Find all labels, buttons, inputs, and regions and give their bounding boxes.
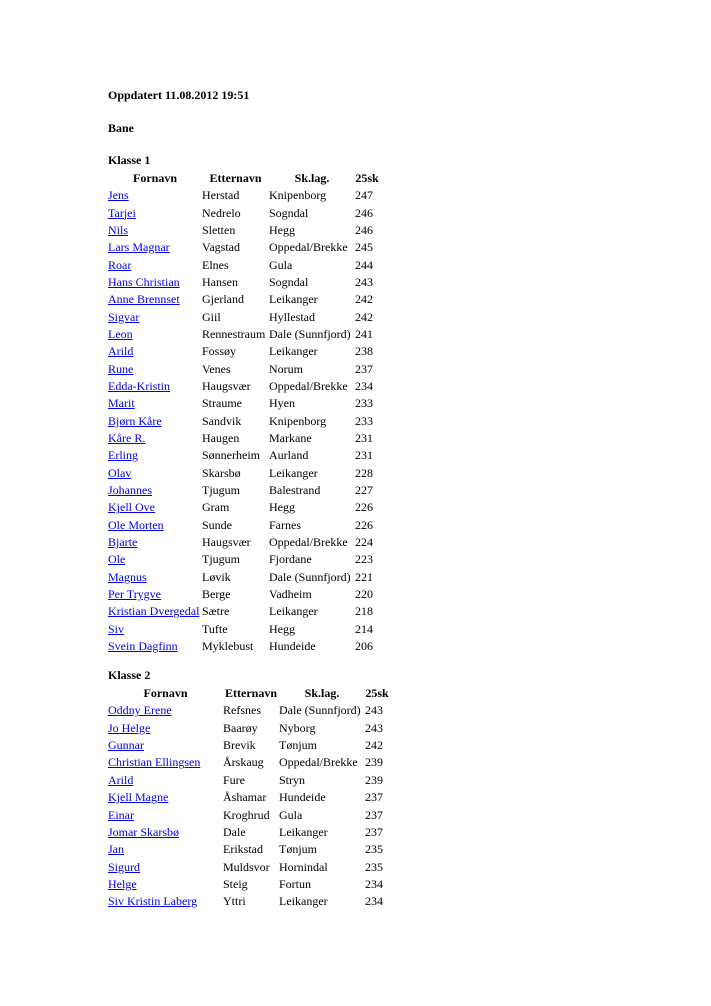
etternavn-cell: Gjerland (202, 292, 244, 307)
sklag-cell: Hegg (269, 222, 295, 237)
athlete-name-link[interactable]: Jens (108, 188, 129, 203)
etternavn-cell: Nedrelo (202, 205, 241, 220)
etternavn-cell: Sandvik (202, 413, 242, 428)
score-cell: 231 (355, 430, 373, 445)
fornavn-cell (108, 412, 202, 429)
table-row (108, 737, 389, 754)
sklag-cell: Dale (Sunnfjord) (269, 326, 351, 341)
fornavn-cell (108, 737, 223, 754)
score-cell: 242 (355, 292, 373, 307)
table-row (108, 239, 379, 256)
sklag-cell: Leikanger (269, 604, 318, 619)
score-cell: 239 (365, 755, 383, 770)
table-row (108, 806, 389, 823)
sklag-cell: Fortun (279, 876, 312, 891)
table-row (108, 256, 379, 273)
column-header-25sk: 25sk (355, 170, 379, 185)
athlete-name-link[interactable]: Oddny Erene (108, 703, 172, 718)
table-row (108, 517, 379, 534)
table-row (108, 586, 379, 603)
etternavn-cell: Straume (202, 396, 242, 411)
score-cell: 233 (355, 396, 373, 411)
etternavn-cell: Haugen (202, 430, 240, 445)
etternavn-cell: Sønnerheim (202, 448, 260, 463)
score-cell: 228 (355, 465, 373, 480)
etternavn-cell: Herstad (202, 188, 240, 203)
sklag-cell: Sogndal (269, 205, 309, 220)
sklag-cell: Balestrand (269, 483, 321, 498)
fornavn-cell (108, 430, 202, 447)
score-cell: 239 (365, 772, 383, 787)
fornavn-cell (108, 360, 202, 377)
etternavn-cell: Vagstad (202, 240, 240, 255)
table-row (108, 621, 379, 638)
etternavn-cell: Årskaug (223, 755, 264, 770)
athlete-name-link[interactable]: Erling (108, 448, 138, 463)
sklag-cell: Oppedal/Brekke (279, 755, 358, 770)
sklag-cell: Hundeide (269, 639, 316, 654)
athlete-name-link[interactable]: Einar (108, 807, 134, 822)
table-row (108, 876, 389, 893)
athlete-name-link[interactable]: Helge (108, 876, 137, 891)
athlete-name-link[interactable]: Arild (108, 344, 134, 359)
etternavn-cell: Fossøy (202, 344, 237, 359)
etternavn-cell: Haugsvær (202, 378, 251, 393)
athlete-name-link[interactable]: Anne Brennset (108, 292, 180, 307)
table-row (108, 720, 389, 737)
column-header-sklag: Sk.lag. (304, 685, 340, 700)
table-row (108, 754, 389, 771)
fornavn-cell (108, 841, 223, 858)
fornavn-cell (108, 204, 202, 221)
etternavn-cell: Gram (202, 500, 230, 515)
athlete-name-link[interactable]: Jo Helge (108, 720, 151, 735)
sklag-cell: Aurland (269, 448, 309, 463)
score-cell: 237 (365, 807, 383, 822)
etternavn-cell: Refsnes (223, 703, 261, 718)
table-row (108, 893, 389, 910)
score-cell: 237 (365, 790, 383, 805)
table-row (108, 858, 389, 875)
section-title: Bane (108, 121, 135, 135)
table-row (108, 702, 389, 719)
athlete-name-link[interactable]: Kjell Magne (108, 790, 169, 805)
score-cell: 206 (355, 639, 373, 654)
fornavn-cell (108, 638, 202, 655)
etternavn-cell: Åshamar (223, 790, 267, 805)
table-row (108, 465, 379, 482)
table-header-row (108, 684, 389, 702)
table-row (108, 291, 379, 308)
sklag-cell: Oppedal/Brekke (269, 535, 348, 550)
score-cell: 242 (365, 738, 383, 753)
sklag-cell: Norum (269, 361, 303, 376)
score-cell: 226 (355, 500, 373, 515)
fornavn-cell (108, 858, 223, 875)
score-cell: 226 (355, 517, 373, 532)
score-cell: 233 (355, 413, 373, 428)
column-header-fornavn: Fornavn (143, 685, 188, 700)
table-row (108, 824, 389, 841)
athlete-name-link[interactable]: Bjørn Kåre (108, 413, 162, 428)
athlete-name-link[interactable]: Johannes (108, 483, 152, 498)
table-row (108, 447, 379, 464)
etternavn-cell: Tufte (202, 621, 228, 636)
sklag-cell: Farnes (269, 517, 301, 532)
etternavn-cell: Haugsvær (202, 535, 251, 550)
table-row (108, 841, 389, 858)
etternavn-cell: Berge (202, 587, 231, 602)
score-cell: 221 (355, 569, 373, 584)
score-cell: 241 (355, 326, 373, 341)
updated-timestamp: Oppdatert 11.08.2012 19:51 (108, 88, 250, 102)
etternavn-cell: Muldsvor (223, 859, 270, 874)
results-table-class-2 (108, 684, 389, 910)
table-row (108, 343, 379, 360)
athlete-name-link[interactable]: Hans Christian (108, 274, 180, 289)
athlete-name-link[interactable]: Bjarte (108, 535, 138, 550)
table-row (108, 187, 379, 204)
score-cell: 246 (355, 205, 373, 220)
athlete-name-link[interactable]: Svein Dagfinn (108, 639, 178, 654)
score-cell: 238 (355, 344, 373, 359)
etternavn-cell: Sletten (202, 222, 236, 237)
sklag-cell: Leikanger (269, 292, 318, 307)
fornavn-cell (108, 551, 202, 568)
etternavn-cell: Rennestraum (202, 326, 266, 341)
etternavn-cell: Dale (223, 824, 246, 839)
athlete-name-link[interactable]: Roar (108, 257, 132, 272)
athlete-name-link[interactable]: Jan (108, 842, 124, 857)
sklag-cell: Stryn (279, 772, 306, 787)
etternavn-cell: Erikstad (223, 842, 263, 857)
column-header-etternavn: Etternavn (225, 685, 277, 700)
athlete-name-link[interactable]: Sigvar (108, 309, 140, 324)
sklag-cell: Hundeide (279, 790, 326, 805)
sklag-cell: Leikanger (279, 894, 328, 909)
fornavn-cell (108, 187, 202, 204)
sklag-cell: Hyen (269, 396, 295, 411)
fornavn-cell (108, 569, 202, 586)
sklag-cell: Dale (Sunnfjord) (279, 703, 361, 718)
sklag-cell: Leikanger (269, 465, 318, 480)
athlete-name-link[interactable]: Gunnar (108, 738, 144, 753)
athlete-name-link[interactable]: Marit (108, 396, 135, 411)
athlete-name-link[interactable]: Per Trygve (108, 587, 162, 602)
sklag-cell: Nyborg (279, 720, 316, 735)
athlete-name-link[interactable]: Sigurd (108, 859, 141, 874)
athlete-name-link[interactable]: Arild (108, 772, 134, 787)
athlete-name-link[interactable]: Ole Morten (108, 517, 164, 532)
fornavn-cell (108, 308, 202, 325)
class-title: Klasse 2 (108, 668, 151, 683)
sklag-cell: Tønjum (279, 842, 317, 857)
fornavn-cell (108, 789, 223, 806)
etternavn-cell: Myklebust (202, 639, 254, 654)
table-row (108, 412, 379, 429)
table-row (108, 772, 389, 789)
table-row (108, 482, 379, 499)
score-cell: 223 (355, 552, 373, 567)
sklag-cell: Gula (279, 807, 303, 822)
sklag-cell: Sogndal (269, 274, 309, 289)
fornavn-cell (108, 702, 223, 719)
score-cell: 218 (355, 604, 373, 619)
etternavn-cell: Baarøy (223, 720, 258, 735)
table-row (108, 534, 379, 551)
fornavn-cell (108, 754, 223, 771)
score-cell: 247 (355, 188, 373, 203)
etternavn-cell: Kroghrud (223, 807, 270, 822)
fornavn-cell (108, 447, 202, 464)
score-cell: 237 (365, 824, 383, 839)
athlete-name-link[interactable]: Siv (108, 621, 125, 636)
fornavn-cell (108, 395, 202, 412)
score-cell: 244 (355, 257, 373, 272)
etternavn-cell: Tjugum (202, 483, 240, 498)
table-row (108, 603, 379, 620)
score-cell: 243 (365, 703, 383, 718)
score-cell: 234 (365, 876, 383, 891)
athlete-name-link[interactable]: Nils (108, 222, 129, 237)
athlete-name-link[interactable]: Olav (108, 465, 132, 480)
fornavn-cell (108, 824, 223, 841)
score-cell: 224 (355, 535, 373, 550)
column-header-25sk: 25sk (365, 685, 389, 700)
fornavn-cell (108, 517, 202, 534)
sklag-cell: Leikanger (279, 824, 328, 839)
fornavn-cell (108, 534, 202, 551)
sklag-cell: Markane (269, 430, 312, 445)
fornavn-cell (108, 893, 223, 910)
athlete-name-link[interactable]: Kåre R. (108, 430, 146, 445)
fornavn-cell (108, 256, 202, 273)
athlete-name-link[interactable]: Kjell Ove (108, 500, 155, 515)
score-cell: 235 (365, 842, 383, 857)
sklag-cell: Knipenborg (269, 188, 327, 203)
score-cell: 231 (355, 448, 373, 463)
etternavn-cell: Giil (202, 309, 221, 324)
etternavn-cell: Fure (223, 772, 245, 787)
fornavn-cell (108, 326, 202, 343)
score-cell: 246 (355, 222, 373, 237)
athlete-name-link[interactable]: Magnus (108, 569, 147, 584)
score-cell: 245 (355, 240, 373, 255)
fornavn-cell (108, 603, 202, 620)
sklag-cell: Knipenborg (269, 413, 327, 428)
fornavn-cell (108, 222, 202, 239)
fornavn-cell (108, 482, 202, 499)
sklag-cell: Hyllestad (269, 309, 315, 324)
etternavn-cell: Sunde (202, 517, 232, 532)
etternavn-cell: Hansen (202, 274, 238, 289)
table-row (108, 789, 389, 806)
sklag-cell: Hegg (269, 621, 295, 636)
table-row (108, 378, 379, 395)
score-cell: 227 (355, 483, 373, 498)
etternavn-cell: Steig (223, 876, 248, 891)
column-header-sklag: Sk.lag. (294, 170, 330, 185)
athlete-name-link[interactable]: Leon (108, 326, 133, 341)
class-title: Klasse 1 (108, 153, 151, 167)
sklag-cell: Leikanger (269, 344, 318, 359)
athlete-name-link[interactable]: Rune (108, 361, 134, 376)
sklag-cell: Oppedal/Brekke (269, 378, 348, 393)
table-row (108, 274, 379, 291)
fornavn-cell (108, 343, 202, 360)
athlete-name-link[interactable]: Edda-Kristin (108, 378, 170, 393)
etternavn-cell: Venes (202, 361, 231, 376)
score-cell: 242 (355, 309, 373, 324)
etternavn-cell: Sætre (202, 604, 230, 619)
fornavn-cell (108, 586, 202, 603)
score-cell: 243 (355, 274, 373, 289)
etternavn-cell: Tjugum (202, 552, 240, 567)
fornavn-cell (108, 772, 223, 789)
table-row (108, 326, 379, 343)
table-row (108, 360, 379, 377)
sklag-cell: Fjordane (269, 552, 312, 567)
results-page (108, 86, 668, 910)
score-cell: 214 (355, 621, 373, 636)
table-row (108, 222, 379, 239)
athlete-name-link[interactable]: Jomar Skarsbø (108, 824, 179, 839)
table-header-row (108, 169, 379, 187)
fornavn-cell (108, 876, 223, 893)
table-row (108, 638, 379, 655)
column-header-fornavn: Fornavn (132, 170, 177, 185)
table-row (108, 395, 379, 412)
fornavn-cell (108, 621, 202, 638)
athlete-name-link[interactable]: Siv Kristin Laberg (108, 894, 198, 909)
sklag-cell: Dale (Sunnfjord) (269, 569, 351, 584)
score-cell: 234 (355, 378, 373, 393)
sklag-cell: Hegg (269, 500, 295, 515)
column-header-etternavn: Etternavn (209, 170, 262, 185)
score-cell: 243 (365, 720, 383, 735)
sklag-cell: Tønjum (279, 738, 317, 753)
fornavn-cell (108, 806, 223, 823)
athlete-name-link[interactable]: Tarjei (108, 205, 136, 220)
table-row (108, 551, 379, 568)
score-cell: 220 (355, 587, 373, 602)
athlete-name-link[interactable]: Kristian Dvergedal (108, 604, 200, 619)
table-row (108, 308, 379, 325)
etternavn-cell: Elnes (202, 257, 229, 272)
sklag-cell: Oppedal/Brekke (269, 240, 348, 255)
etternavn-cell: Brevik (223, 738, 256, 753)
sklag-cell: Hornindal (279, 859, 328, 874)
fornavn-cell (108, 720, 223, 737)
table-row (108, 430, 379, 447)
fornavn-cell (108, 465, 202, 482)
athlete-name-link[interactable]: Christian Ellingsen (108, 755, 201, 770)
table-row (108, 569, 379, 586)
athlete-name-link[interactable]: Lars Magnar (108, 240, 170, 255)
etternavn-cell: Skarsbø (202, 465, 241, 480)
score-cell: 234 (365, 894, 383, 909)
fornavn-cell (108, 291, 202, 308)
score-cell: 235 (365, 859, 383, 874)
table-row (108, 204, 379, 221)
athlete-name-link[interactable]: Ole (108, 552, 126, 567)
etternavn-cell: Løvik (202, 569, 231, 584)
fornavn-cell (108, 274, 202, 291)
etternavn-cell: Yttri (223, 894, 246, 909)
fornavn-cell (108, 378, 202, 395)
table-row (108, 499, 379, 516)
sklag-cell: Vadheim (269, 587, 312, 602)
fornavn-cell (108, 499, 202, 516)
score-cell: 237 (355, 361, 373, 376)
sklag-cell: Gula (269, 257, 293, 272)
results-table-class-1 (108, 169, 379, 655)
fornavn-cell (108, 239, 202, 256)
